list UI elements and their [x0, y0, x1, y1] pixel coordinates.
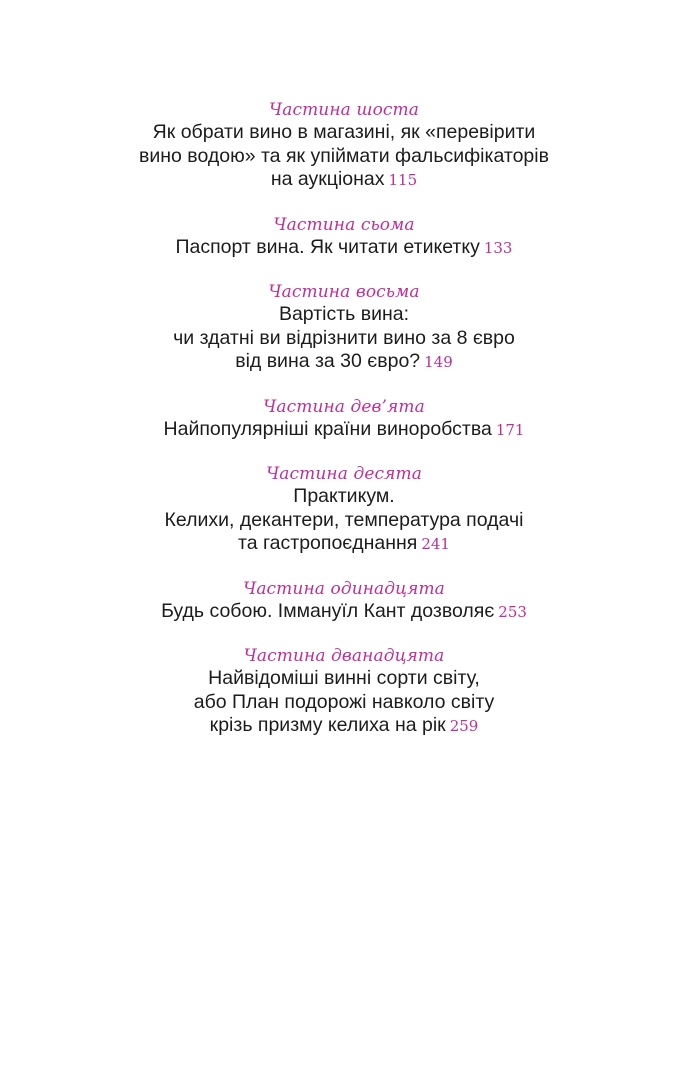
chapter-title-text: крізь призму келиха на рік — [209, 714, 446, 736]
part-label: Частина дванадцята — [243, 646, 445, 666]
chapter-title-text: Будь собою. Іммануїл Кант дозволяє — [161, 599, 495, 622]
chapter-title-line: вино водою» та як упіймати фальсифікаторів — [139, 144, 549, 167]
part-label: Частина десята — [266, 464, 422, 484]
page-number[interactable]: 253 — [498, 602, 527, 621]
page-number[interactable]: 241 — [421, 535, 450, 553]
part-label: Частина восьма — [268, 282, 420, 302]
page-number[interactable]: 171 — [495, 420, 525, 439]
chapter-title-line: чи здатні ви відрізнити вино за 8 євро — [173, 326, 515, 349]
chapter-title-line: Келихи, декантери, температура подачі — [164, 508, 524, 531]
page-number[interactable]: 149 — [424, 353, 453, 371]
chapter-title-line-last — [0, 236, 688, 261]
chapter-title-text: та гастропоєднання — [238, 532, 418, 554]
toc-entry-part-7[interactable] — [0, 214, 688, 261]
part-label: Частина сьома — [273, 214, 415, 235]
toc-entry-part-12[interactable] — [0, 645, 688, 739]
chapter-title-line: Як обрати вино в магазині, як «перевірити — [152, 121, 536, 143]
chapter-title-line: або План подорожі навколо світу — [193, 690, 495, 713]
page-number[interactable]: 133 — [483, 238, 513, 257]
part-label: Частина дев’ята — [263, 396, 425, 417]
chapter-title-text: Найпопулярніші країни виноробства — [163, 417, 492, 440]
chapter-title-line: Найвідоміші винні сорти світу, — [208, 667, 480, 689]
chapter-title-line: Вартість вина: — [278, 303, 410, 325]
toc-entry-part-8[interactable] — [0, 281, 688, 375]
part-label: Частина шоста — [268, 100, 420, 120]
part-label: Частина одинадцята — [243, 578, 445, 599]
toc-entry-part-6[interactable] — [0, 99, 688, 193]
toc-entry-part-10[interactable] — [0, 463, 688, 557]
chapter-title-line-last — [0, 532, 688, 557]
chapter-title-line-last — [0, 168, 688, 193]
toc-entry-part-11[interactable] — [0, 578, 688, 625]
chapter-title-line-last — [0, 418, 688, 443]
chapter-title-text: на аукціонах — [270, 168, 385, 190]
page-number[interactable]: 115 — [388, 171, 418, 189]
chapter-title-line-last — [0, 600, 688, 625]
chapter-title-line-last — [0, 350, 688, 375]
chapter-title-text: від вина за 30 євро? — [235, 350, 421, 372]
toc-entry-part-9[interactable] — [0, 396, 688, 443]
table-of-contents — [0, 99, 688, 760]
page-number[interactable]: 259 — [449, 717, 479, 735]
chapter-title-line: Практикум. — [293, 485, 395, 507]
chapter-title-line-last — [0, 714, 688, 739]
chapter-title-text: Паспорт вина. Як читати етикетку — [175, 235, 480, 258]
